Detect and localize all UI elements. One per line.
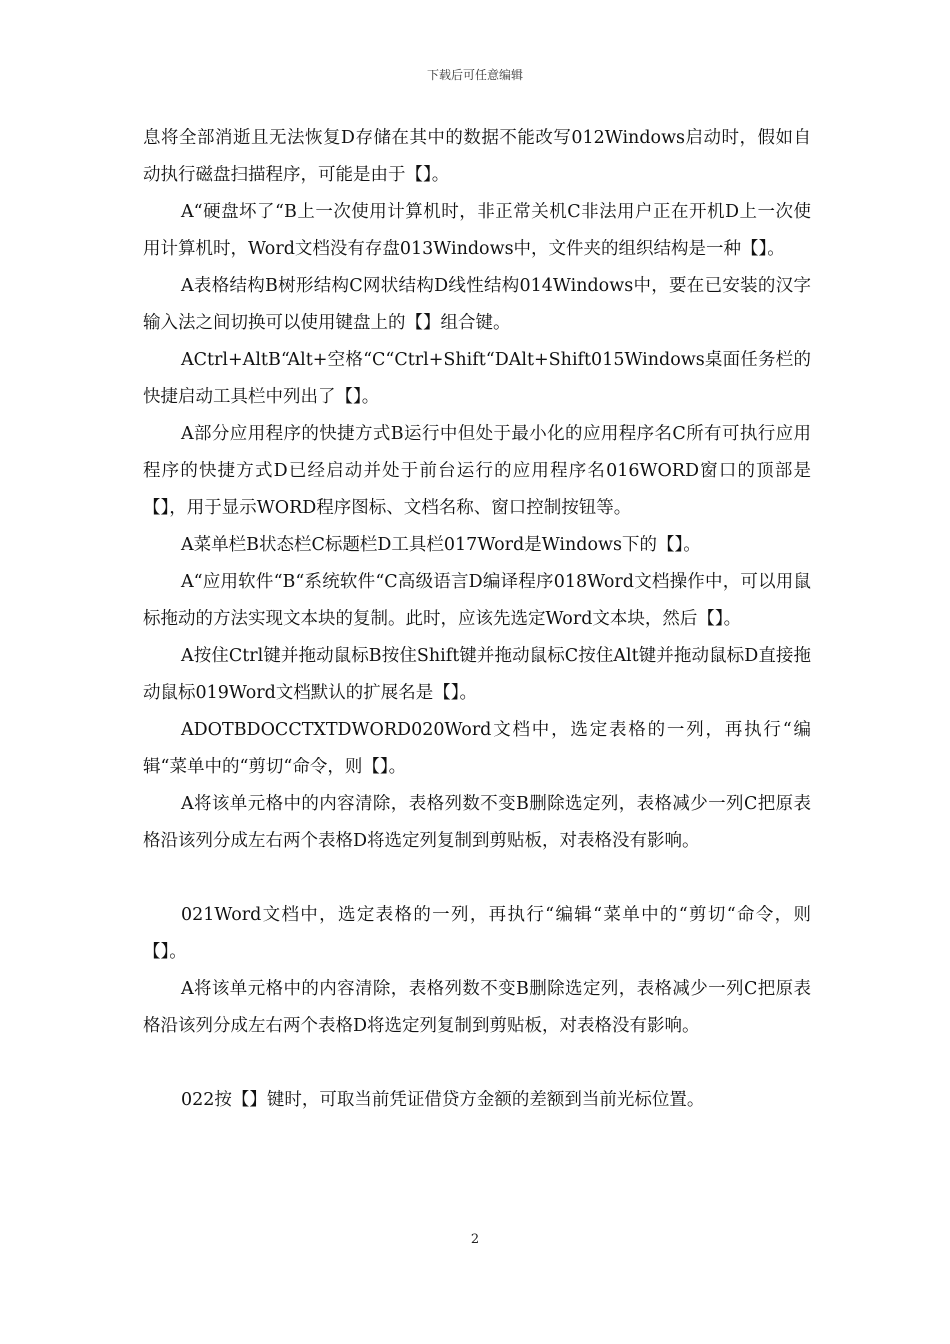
paragraph-3: A表格结构B树形结构C网状结构D线性结构014Windows中，要在已安装的汉字输入法之间切换可以使用键盘上的【】组合键。 xyxy=(143,276,811,333)
paragraph-7: A“应用软件“B“系统软件“C高级语言D编译程序018Word文档操作中，可以用鼠标拖动的方法实现文本块的复制。此时，应该先选定Word文本块，然后【】。 xyxy=(143,572,811,629)
paragraph-12: A将该单元格中的内容清除，表格列数不变B删除选定列，表格减少一列C把原表格沿该列分成左右两个表格D将选定列复制到剪贴板，对表格没有影响。 xyxy=(143,979,811,1036)
paragraph-10: A将该单元格中的内容清除，表格列数不变B删除选定列，表格减少一列C把原表格沿该列分成左右两个表格D将选定列复制到剪贴板，对表格没有影响。 xyxy=(143,794,811,851)
paragraph-6: A菜单栏B状态栏C标题栏D工具栏017Word是Windows下的【】。 xyxy=(181,535,701,555)
page-number: 2 xyxy=(470,1232,480,1247)
paragraph-gap xyxy=(143,1045,811,1082)
document-body xyxy=(143,120,811,1119)
paragraph-8: A按住Ctrl键并拖动鼠标B按住Shift键并拖动鼠标C按住Alt键并拖动鼠标D直接拖动鼠标019Word文档默认的扩展名是【】。 xyxy=(143,646,811,703)
paragraph-9: ADOTBDOCCTXTDWORD020Word文档中，选定表格的一列，再执行“编辑“菜单中的“剪切“命令，则【】。 xyxy=(143,720,811,777)
paragraph-4: ACtrl+AltB“Alt+空格“C“Ctrl+Shift“DAlt+Shift015Windows桌面任务栏的快捷启动工具栏中列出了【】。 xyxy=(143,350,811,407)
paragraph-13: 022按【】键时，可取当前凭证借贷方金额的差额到当前光标位置。 xyxy=(181,1090,705,1110)
paragraph-5: A部分应用程序的快捷方式B运行中但处于最小化的应用程序名C所有可执行应用程序的快捷方式D已经启动并处于前台运行的应用程序名016WORD窗口的顶部是【】，用于显示WORD程序图标、文档名称、窗口控制按钮等。 xyxy=(143,424,811,518)
paragraph-1: 息将全部消逝且无法恢复D存储在其中的数据不能改写012Windows启动时，假如自动执行磁盘扫描程序，可能是由于【】。 xyxy=(143,128,811,185)
paragraph-gap xyxy=(143,860,811,897)
paragraph-2: A“硬盘坏了“B上一次使用计算机时，非正常关机C非法用户正在开机D上一次使用计算机时，Word文档没有存盘013Windows中，文件夹的组织结构是一种【】。 xyxy=(143,202,811,259)
paragraph-11: 021Word文档中，选定表格的一列，再执行“编辑“菜单中的“剪切“命令，则【】。 xyxy=(143,905,811,962)
page-header: 下载后可任意编辑 xyxy=(426,68,523,82)
